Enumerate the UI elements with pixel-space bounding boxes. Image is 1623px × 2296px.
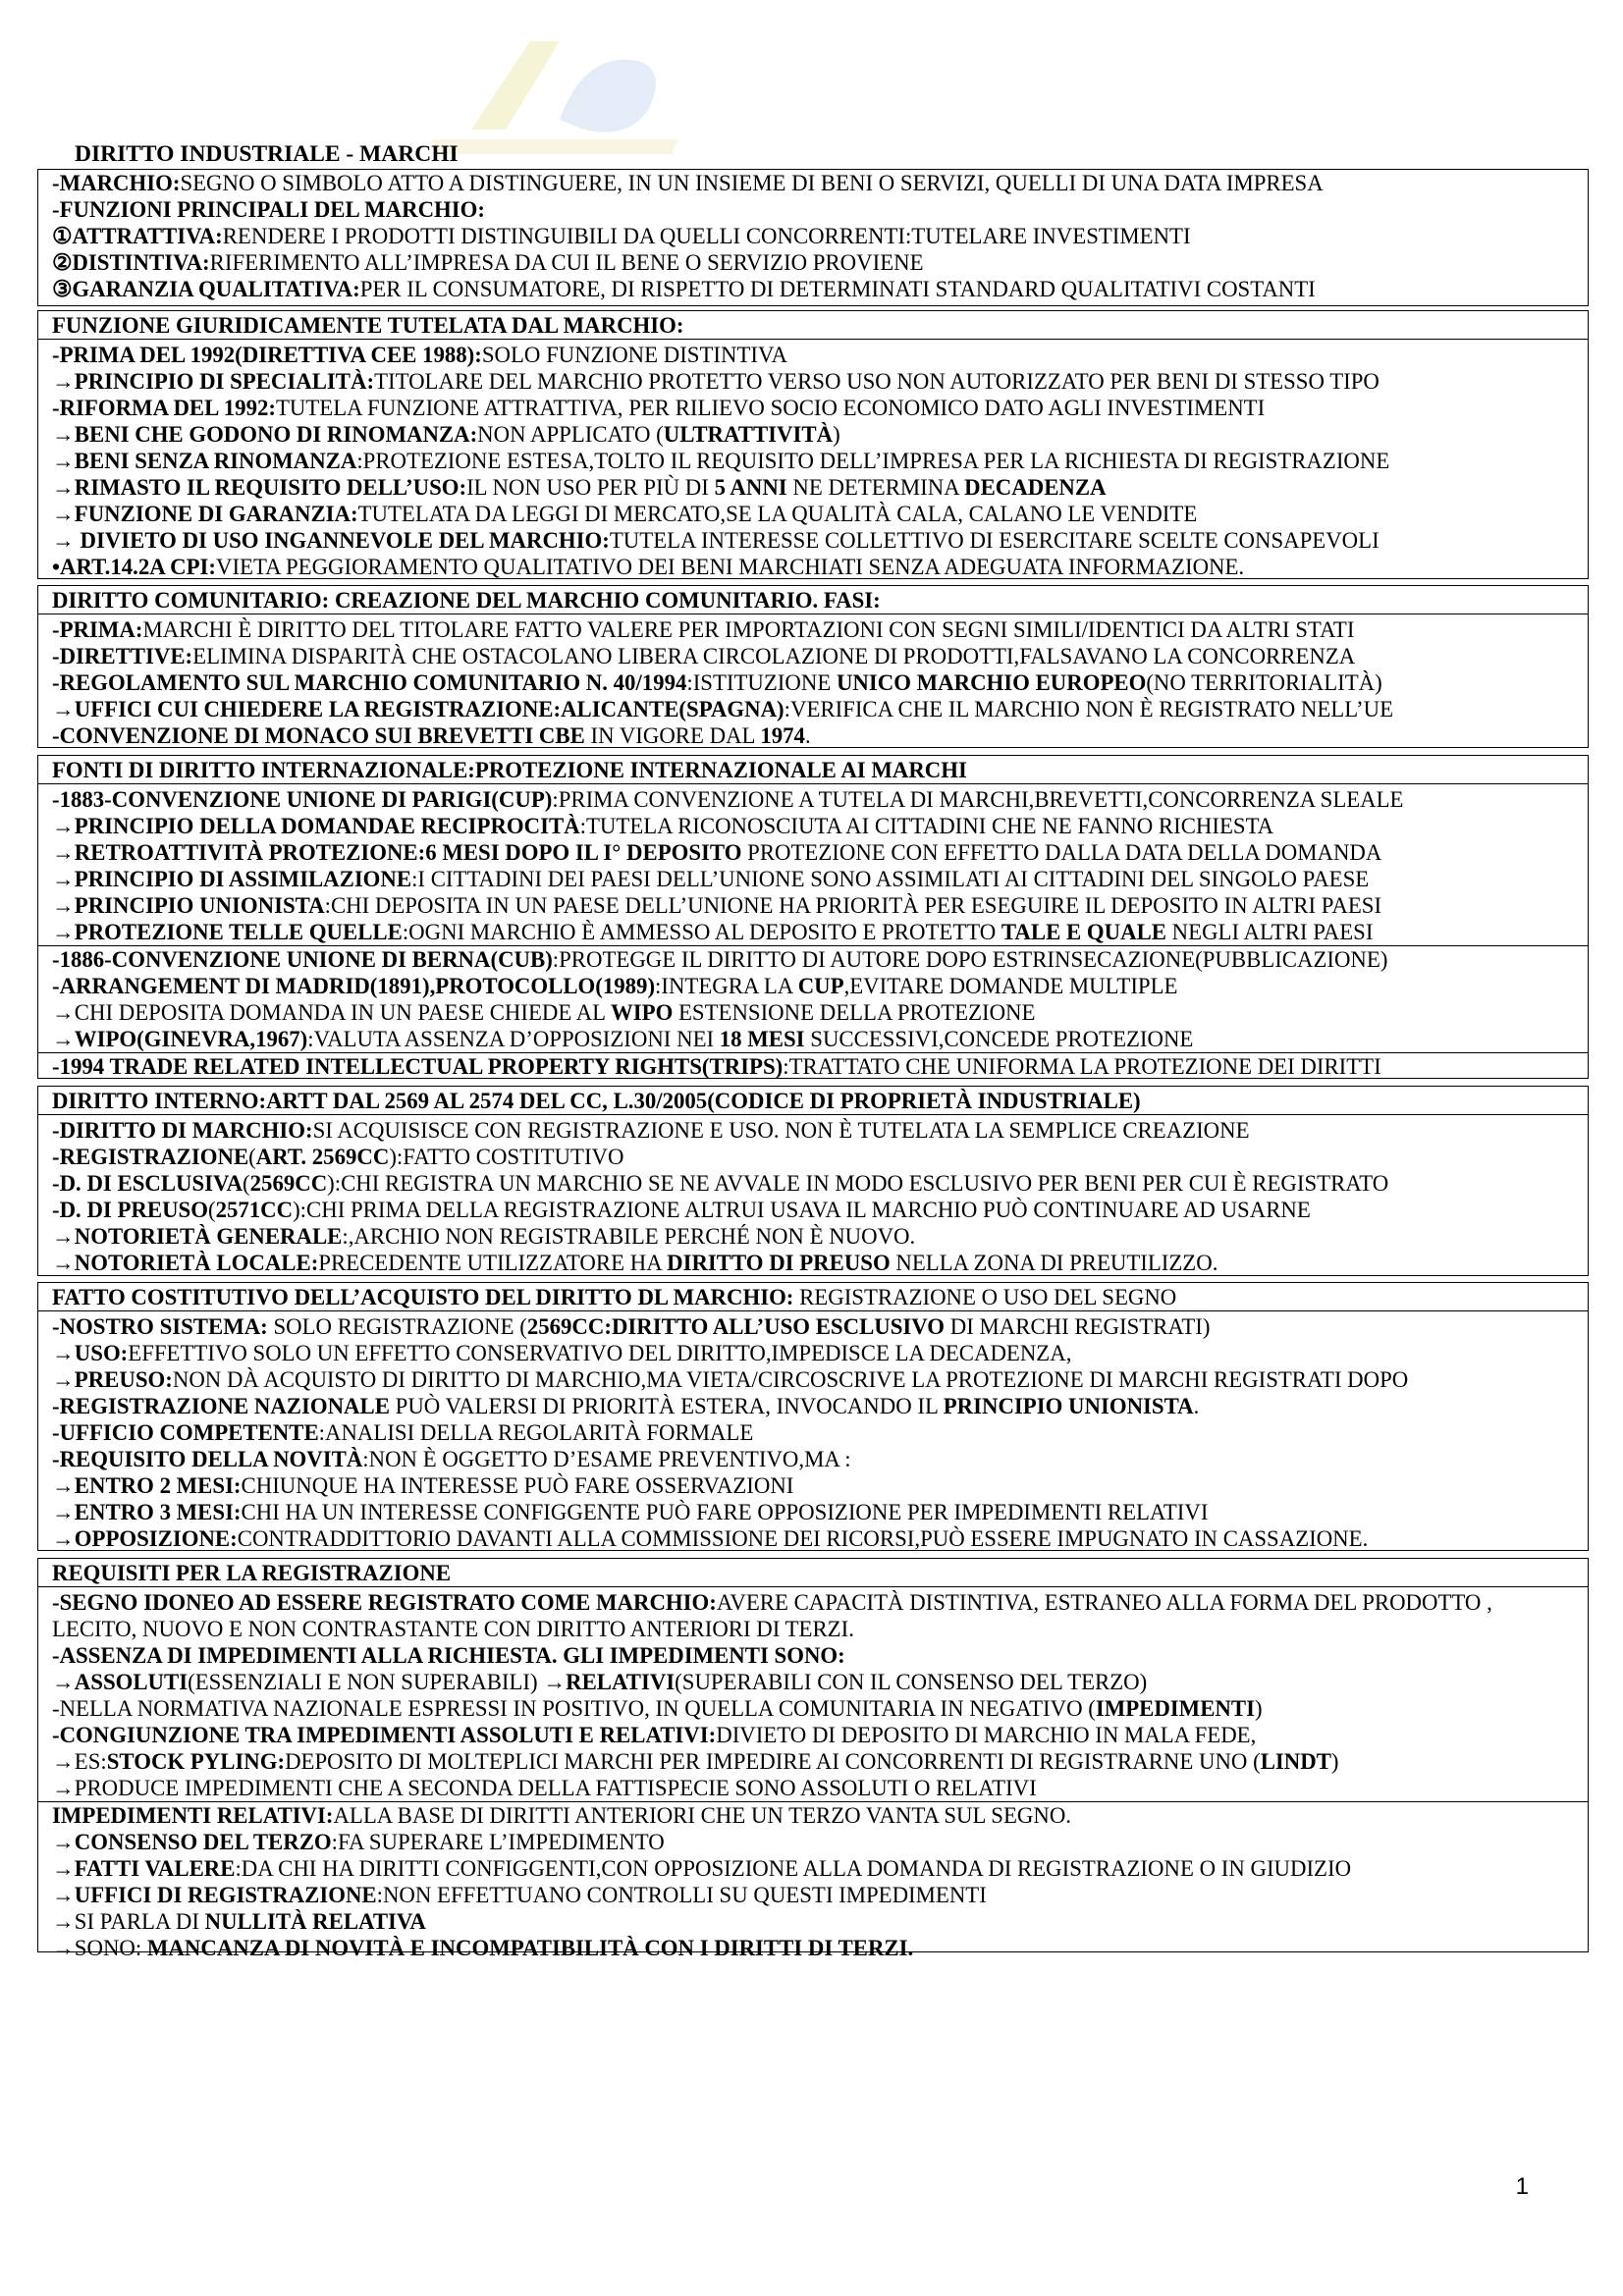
- text-line: -REGISTRAZIONE(ART. 2569CC):FATTO COSTITUTIVO: [52, 1145, 624, 1169]
- text-line: →PRINCIPIO DELLA DOMANDAE RECIPROCITÀ:TUTELA RICONOSCIUTA AI CITTADINI CHE NE FANNO RICHIESTA: [52, 814, 1274, 838]
- text-line: -REGISTRAZIONE NAZIONALE PUÒ VALERSI DI PRIORITÀ ESTERA, INVOCANDO IL PRINCIPIO UNIONISTA.: [52, 1394, 1200, 1418]
- text-line: ③GARANZIA QUALITATIVA:PER IL CONSUMATORE, DI RISPETTO DI DETERMINATI STANDARD QUALITATIVI COSTANTI: [52, 277, 1316, 301]
- lines: [52, 1802, 1578, 1961]
- text-line: →CONSENSO DEL TERZO:FA SUPERARE L’IMPEDIMENTO: [52, 1830, 665, 1854]
- text-line: →USO:EFFETTIVO SOLO UN EFFETTO CONSERVATIVO DEL DIRITTO,IMPEDISCE LA DECADENZA,: [52, 1341, 1072, 1365]
- text-line: →PRINCIPIO DI ASSIMILAZIONE:I CITTADINI DEI PAESI DELL’UNIONE SONO ASSIMILATI AI CITTADINI DEL SINGOLO PAESE: [52, 867, 1370, 891]
- text-line: IMPEDIMENTI RELATIVI:ALLA BASE DI DIRITTI ANTERIORI CHE UN TERZO VANTA SUL SEGNO.: [52, 1803, 1071, 1828]
- text-line: -ASSENZA DI IMPEDIMENTI ALLA RICHIESTA. GLI IMPEDIMENTI SONO:: [52, 1643, 845, 1668]
- text-line: -MARCHIO:SEGNO O SIMBOLO ATTO A DISTINGUERE, IN UN INSIEME DI BENI O SERVIZI, QUELLI DI UNA DATA IMPRESA: [52, 171, 1324, 195]
- text-line: →ENTRO 2 MESI:CHIUNQUE HA INTERESSE PUÒ FARE OSSERVAZIONI: [52, 1473, 794, 1498]
- text-line: →ES:STOCK PYLING:DEPOSITO DI MOLTEPLICI MARCHI PER IMPEDIRE AI CONCORRENTI DI REGISTRARNE UNO (LINDT): [52, 1749, 1339, 1774]
- section-heading: FONTI DI DIRITTO INTERNAZIONALE:PROTEZIONE INTERNAZIONALE AI MARCHI: [38, 756, 1588, 784]
- text-line: -D. DI ESCLUSIVA(2569CC):CHI REGISTRA UN MARCHIO SE NE AVVALE IN MODO ESCLUSIVO PER BENI PER CUI È REGISTRATO: [52, 1171, 1389, 1196]
- text-line: →FUNZIONE DI GARANZIA:TUTELATA DA LEGGI DI MERCATO,SE LA QUALITÀ CALA, CALANO LE VENDITE: [52, 502, 1198, 526]
- text-line: ①ATTRATTIVA:RENDERE I PRODOTTI DISTINGUIBILI DA QUELLI CONCORRENTI:TUTELARE INVESTIMENTI: [52, 224, 1191, 248]
- text-line: -NOSTRO SISTEMA: SOLO REGISTRAZIONE (2569CC:DIRITTO ALL’USO ESCLUSIVO DI MARCHI REGISTRATI): [52, 1314, 1211, 1339]
- text-line: -1994 TRADE RELATED INTELLECTUAL PROPERTY RIGHTS(TRIPS):TRATTATO CHE UNIFORMA LA PROTEZIONE DEI DIRITTI: [52, 1054, 1381, 1079]
- lines: [52, 1117, 1578, 1276]
- text-line: -REQUISITO DELLA NOVITÀ:NON È OGGETTO D’ESAME PREVENTIVO,MA :: [52, 1447, 851, 1471]
- section-heading: DIRITTO COMUNITARIO: CREAZIONE DEL MARCHIO COMUNITARIO. FASI:: [38, 586, 1588, 614]
- section-fatto-costitutivo: [37, 1282, 1589, 1551]
- text-line: →RIMASTO IL REQUISITO DELL’USO:IL NON USO PER PIÙ DI 5 ANNI NE DETERMINA DECADENZA: [52, 475, 1107, 500]
- text-line: -SEGNO IDONEO AD ESSERE REGISTRATO COME MARCHIO:AVERE CAPACITÀ DISTINTIVA, ESTRANEO ALLA FORMA DEL PRODOTTO , LECITO, NUOVO E NON CONTRASTANTE CON DIRITTO ANTERIORI DI TERZI.: [52, 1590, 1492, 1641]
- text-line: →ENTRO 3 MESI:CHI HA UN INTERESSE CONFIGGENTE PUÒ FARE OPPOSIZIONE PER IMPEDIMENTI RELATIVI: [52, 1500, 1209, 1524]
- text-line: -1886-CONVENZIONE UNIONE DI BERNA(CUB):PROTEGGE IL DIRITTO DI AUTORE DOPO ESTRINSECAZIONE(PUBBLICAZIONE): [52, 947, 1388, 972]
- text-line: -1883-CONVENZIONE UNIONE DI PARIGI(CUP):PRIMA CONVENZIONE A TUTELA DI MARCHI,BREVETTI,CONCORRENZA SLEALE: [52, 787, 1404, 812]
- text-line: →WIPO(GINEVRA,1967):VALUTA ASSENZA D’OPPOSIZIONI NEI 18 MESI SUCCESSIVI,CONCEDE PROTEZIONE: [52, 1027, 1194, 1051]
- lines: [52, 1053, 1578, 1080]
- text-line: →OPPOSIZIONE:CONTRADDITTORIO DAVANTI ALLA COMMISSIONE DEI RICORSI,PUÒ ESSERE IMPUGNATO IN CASSAZIONE.: [52, 1526, 1369, 1551]
- text-line: -PRIMA:MARCHI È DIRITTO DEL TITOLARE FATTO VALERE PER IMPORTAZIONI CON SEGNI SIMILI/IDENTICI DA ALTRI STATI: [52, 617, 1355, 642]
- section-diritto-comunitario: [37, 585, 1589, 748]
- section-requisiti-registrazione: [37, 1558, 1589, 1960]
- text-line: →PRINCIPIO UNIONISTA:CHI DEPOSITA IN UN PAESE DELL’UNIONE HA PRIORITÀ PER ESEGUIRE IL DEPOSITO IN ALTRI PAESI: [52, 893, 1382, 918]
- text-line: →NOTORIETÀ LOCALE:PRECEDENTE UTILIZZATORE HA DIRITTO DI PREUSO NELLA ZONA DI PREUTILIZZO.: [52, 1251, 1218, 1275]
- text-line: →PROTEZIONE TELLE QUELLE:OGNI MARCHIO È AMMESSO AL DEPOSITO E PROTETTO TALE E QUALE NEGLI ALTRI PAESI: [52, 920, 1374, 944]
- text-line: -UFFICIO COMPETENTE:ANALISI DELLA REGOLARITÀ FORMALE: [52, 1420, 754, 1445]
- text-line: -D. DI PREUSO(2571CC):CHI PRIMA DELLA REGISTRAZIONE ALTRUI USAVA IL MARCHIO PUÒ CONTINUARE AD USARNE: [52, 1198, 1311, 1222]
- text-line: →NOTORIETÀ GENERALE:,ARCHIO NON REGISTRABILE PERCHÉ NON È NUOVO.: [52, 1224, 916, 1249]
- text-line: →FATTI VALERE:DA CHI HA DIRITTI CONFIGGENTI,CON OPPOSIZIONE ALLA DOMANDA DI REGISTRAZIONE O IN GIUDIZIO: [52, 1856, 1352, 1881]
- text-line: →CHI DEPOSITA DOMANDA IN UN PAESE CHIEDE AL WIPO ESTENSIONE DELLA PROTEZIONE: [52, 1000, 1036, 1025]
- text-line: ②DISTINTIVA:RIFERIMENTO ALL’IMPRESA DA CUI IL BENE O SERVIZIO PROVIENE: [52, 250, 924, 275]
- section-heading: FUNZIONE GIURIDICAMENTE TUTELATA DAL MARCHIO:: [38, 311, 1588, 340]
- text-line: -ARRANGEMENT DI MADRID(1891),PROTOCOLLO(1989):INTEGRA LA CUP,EVITARE DOMANDE MULTIPLE: [52, 974, 1178, 998]
- text-line: →SONO: MANCANZA DI NOVITÀ E INCOMPATIBILITÀ CON I DIRITTI DI TERZI.: [52, 1936, 914, 1960]
- section-heading: DIRITTO INTERNO:ARTT DAL 2569 AL 2574 DEL CC, L.30/2005(CODICE DI PROPRIETÀ INDUSTRIALE): [38, 1087, 1588, 1115]
- text-line: -CONGIUNZIONE TRA IMPEDIMENTI ASSOLUTI E RELATIVI:DIVIETO DI DEPOSITO DI MARCHIO IN MALA FEDE,: [52, 1723, 1257, 1747]
- section-diritto-interno: [37, 1086, 1589, 1276]
- text-line: →SI PARLA DI NULLITÀ RELATIVA: [52, 1909, 426, 1934]
- lines: [52, 946, 1578, 1052]
- text-line: →BENI SENZA RINOMANZA:PROTEZIONE ESTESA,TOLTO IL REQUISITO DELL’IMPRESA PER LA RICHIESTA DI REGISTRAZIONE: [52, 449, 1390, 473]
- section-heading: FATTO COSTITUTIVO DELL’ACQUISTO DEL DIRITTO DL MARCHIO: REGISTRAZIONE O USO DEL SEGNO: [38, 1283, 1588, 1311]
- text-line: →RETROATTIVITÀ PROTEZIONE:6 MESI DOPO IL I° DEPOSITO PROTEZIONE CON EFFETTO DALLA DATA DELLA DOMANDA: [52, 840, 1382, 865]
- text-line: -RIFORMA DEL 1992:TUTELA FUNZIONE ATTRATTIVA, PER RILIEVO SOCIO ECONOMICO DATO AGLI INVESTIMENTI: [52, 396, 1266, 420]
- section-funzione-tutelata: [37, 310, 1589, 579]
- lines: [52, 170, 1578, 302]
- document-title: DIRITTO INDUSTRIALE - MARCHI: [75, 141, 459, 167]
- text-line: →PRODUCE IMPEDIMENTI CHE A SECONDA DELLA FATTISPECIE SONO ASSOLUTI O RELATIVI: [52, 1776, 1037, 1800]
- lines: [52, 1313, 1578, 1552]
- text-line: → DIVIETO DI USO INGANNEVOLE DEL MARCHIO:TUTELA INTERESSE COLLETTIVO DI ESERCITARE SCELTE CONSAPEVOLI: [52, 528, 1380, 553]
- text-line: -FUNZIONI PRINCIPALI DEL MARCHIO:: [52, 197, 485, 222]
- text-line: -NELLA NORMATIVA NAZIONALE ESPRESSI IN POSITIVO, IN QUELLA COMUNITARIA IN NEGATIVO (IMPEDIMENTI): [52, 1696, 1263, 1721]
- logo-watermark-icon: [412, 22, 697, 159]
- text-line: -DIRITTO DI MARCHIO:SI ACQUISISCE CON REGISTRAZIONE E USO. NON È TUTELATA LA SEMPLICE CREAZIONE: [52, 1118, 1250, 1143]
- text-line: -REGOLAMENTO SUL MARCHIO COMUNITARIO N. 40/1994:ISTITUZIONE UNICO MARCHIO EUROPEO(NO TERRITORIALITÀ): [52, 670, 1382, 695]
- text-line: →UFFICI DI REGISTRAZIONE:NON EFFETTUANO CONTROLLI SU QUESTI IMPEDIMENTI: [52, 1883, 987, 1907]
- lines: [52, 786, 1578, 945]
- page-number: 1: [1515, 2173, 1529, 2200]
- text-line: -DIRETTIVE:ELIMINA DISPARITÀ CHE OSTACOLANO LIBERA CIRCOLAZIONE DI PRODOTTI,FALSAVANO LA CONCORRENZA: [52, 644, 1356, 668]
- text-line: •ART.14.2A CPI:VIETA PEGGIORAMENTO QUALITATIVO DEI BENI MARCHIATI SENZA ADEGUATA INFORMAZIONE.: [52, 555, 1245, 579]
- text-line: →UFFICI CUI CHIEDERE LA REGISTRAZIONE:ALICANTE(SPAGNA):VERIFICA CHE IL MARCHIO NON È REGISTRATO NELL’UE: [52, 697, 1394, 721]
- section-marchio-definition: [37, 169, 1589, 306]
- lines: [52, 1589, 1578, 1801]
- text-line: -CONVENZIONE DI MONACO SUI BREVETTI CBE IN VIGORE DAL 1974.: [52, 723, 811, 748]
- text-line: →PREUSO:NON DÀ ACQUISTO DI DIRITTO DI MARCHIO,MA VIETA/CIRCOSCRIVE LA PROTEZIONE DI MARCHI REGISTRATI DOPO: [52, 1367, 1409, 1392]
- text-line: -PRIMA DEL 1992(DIRETTIVA CEE 1988):SOLO FUNZIONE DISTINTIVA: [52, 343, 787, 367]
- text-line: →BENI CHE GODONO DI RINOMANZA:NON APPLICATO (ULTRATTIVITÀ): [52, 422, 840, 447]
- text-line: →ASSOLUTI(ESSENZIALI E NON SUPERABILI) →RELATIVI(SUPERABILI CON IL CONSENSO DEL TERZO): [52, 1670, 1148, 1694]
- text-line: →PRINCIPIO DI SPECIALITÀ:TITOLARE DEL MARCHIO PROTETTO VERSO USO NON AUTORIZZATO PER BENI DI STESSO TIPO: [52, 369, 1380, 394]
- lines: [52, 342, 1578, 580]
- section-fonti-internazionali: [37, 755, 1589, 1079]
- section-heading: REQUISITI PER LA REGISTRAZIONE: [38, 1559, 1588, 1587]
- lines: [52, 616, 1578, 749]
